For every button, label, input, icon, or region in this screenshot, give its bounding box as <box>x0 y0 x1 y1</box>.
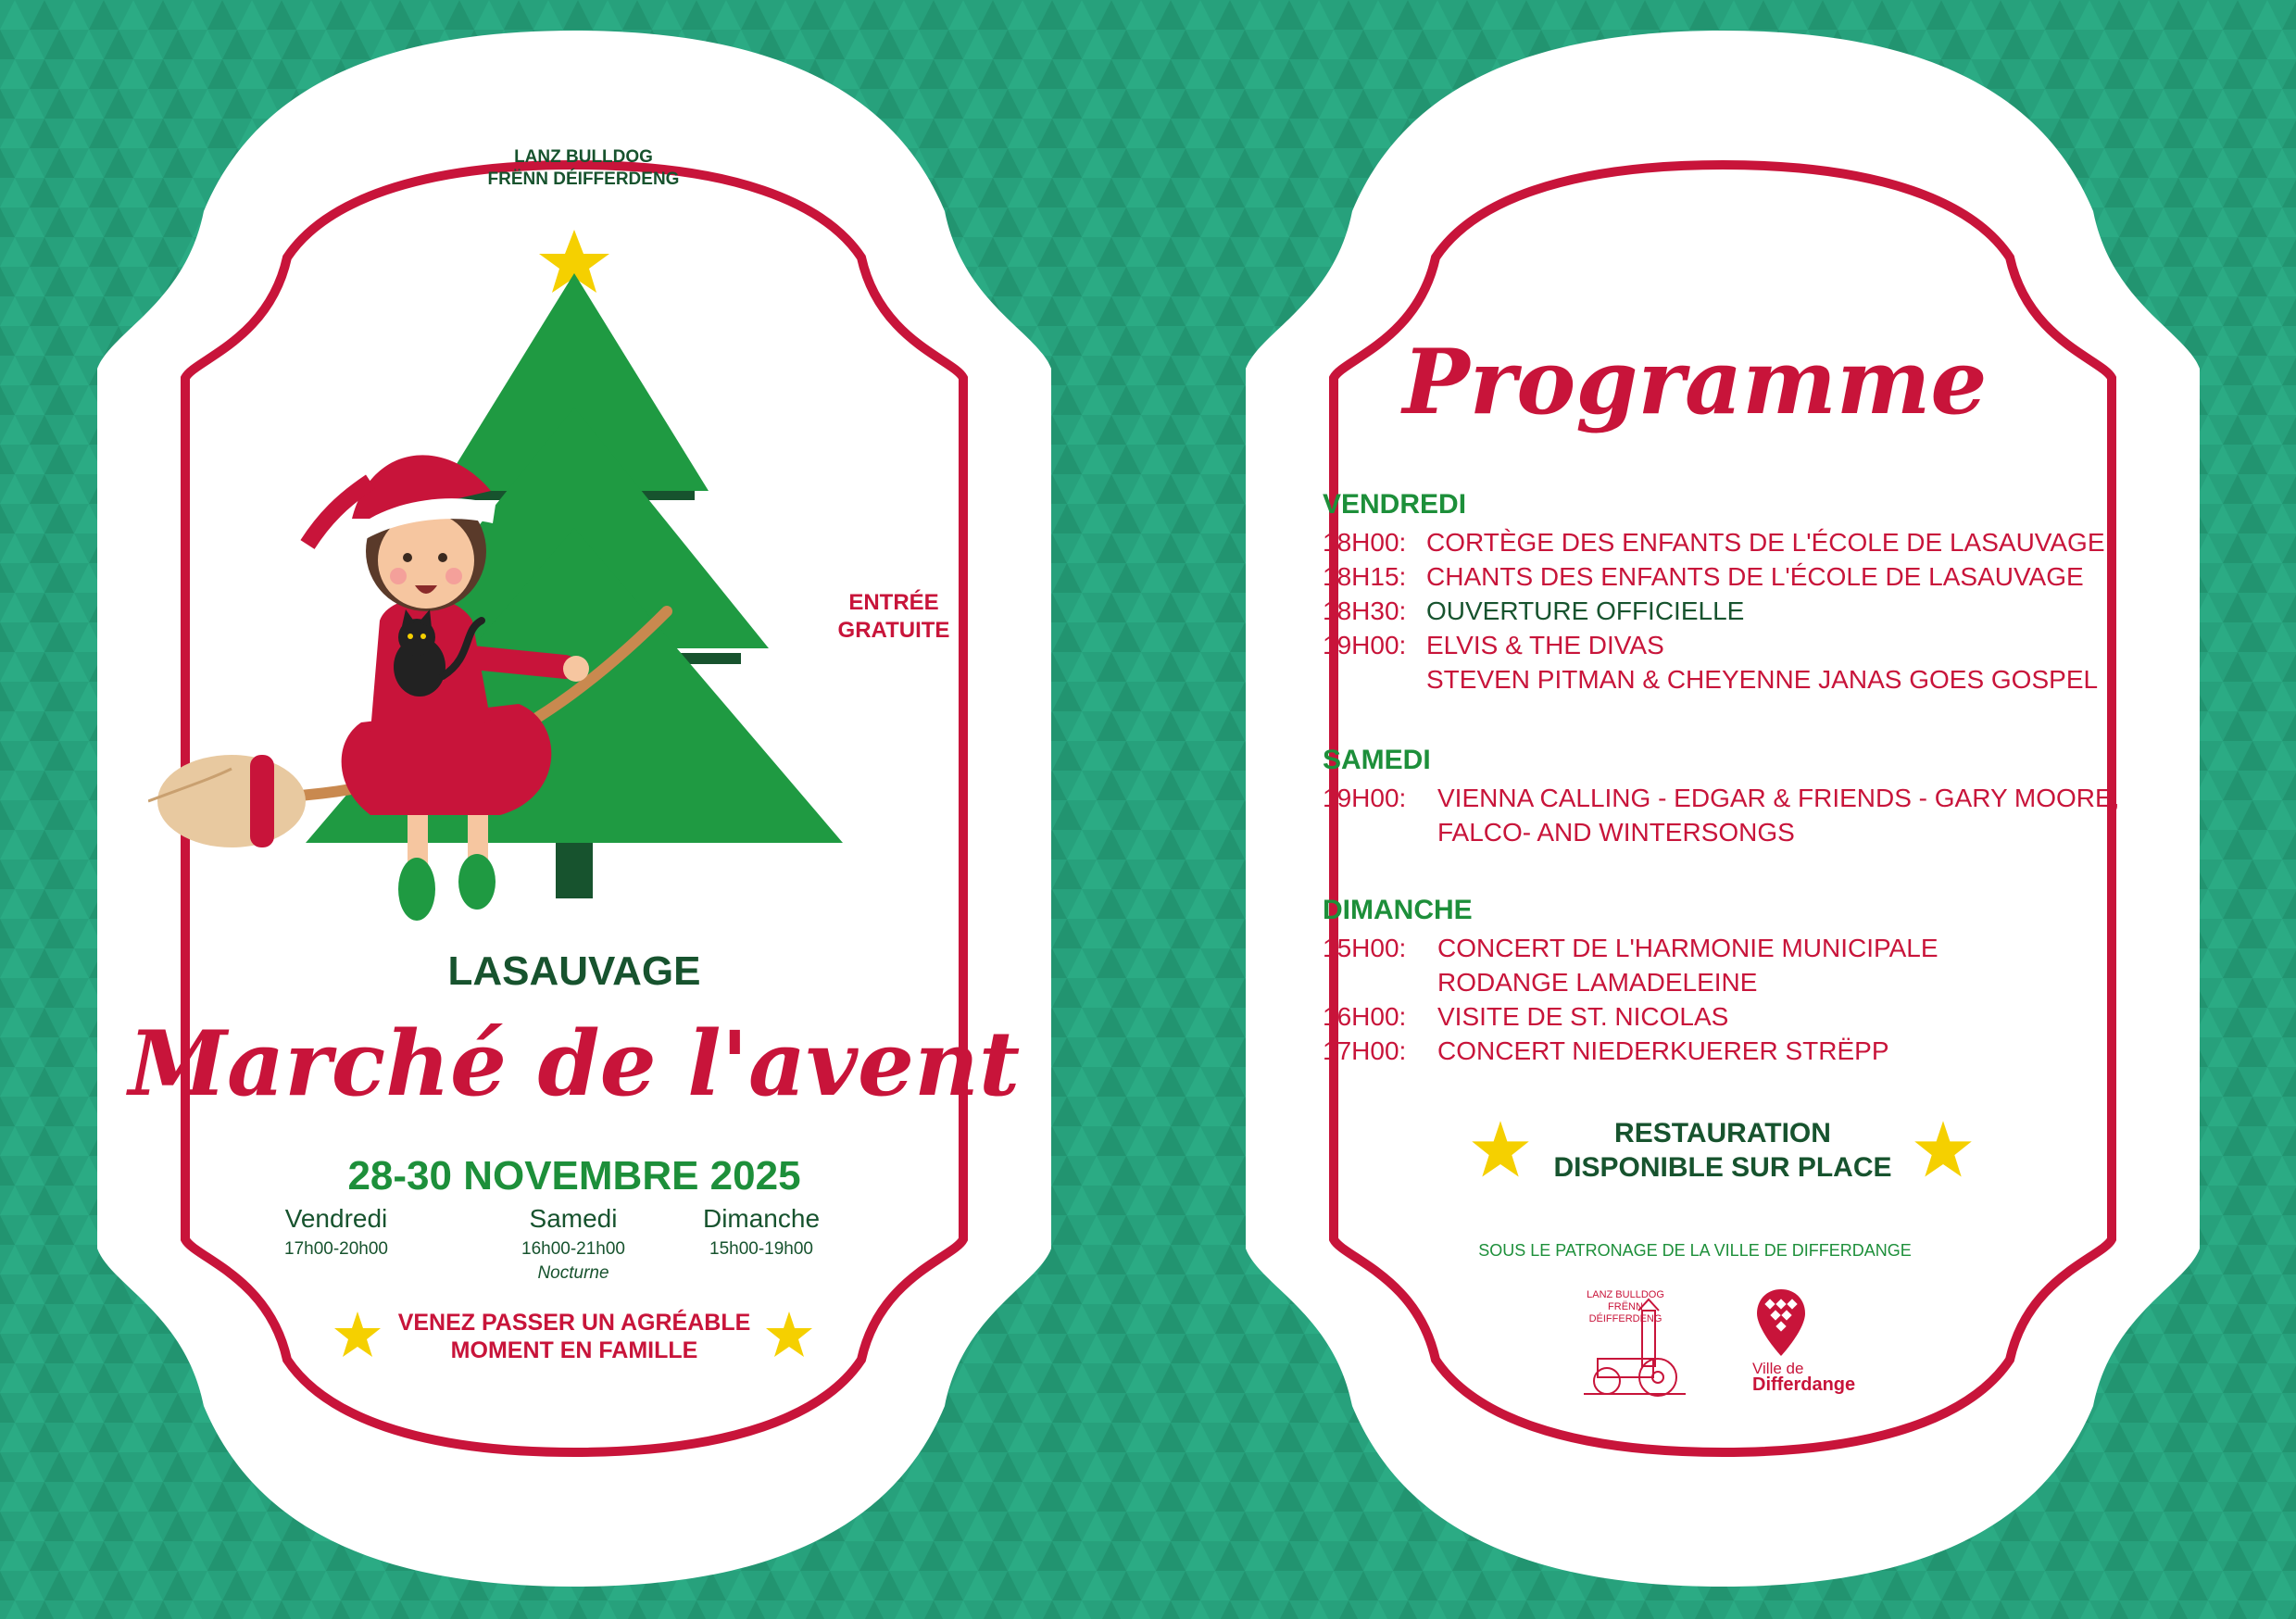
lanz-logo-line2: FRËNN <box>1608 1301 1643 1312</box>
star-icon <box>1913 1121 1973 1178</box>
organizer-name <box>445 146 722 191</box>
program-act: CHANTS DES ENFANTS DE L'ÉCOLE DE LASAUVAGE <box>1426 562 2084 591</box>
event-title: Marché de l'avent <box>128 1011 1021 1116</box>
program-act: STEVEN PITMAN & CHEYENNE JANAS GOES GOSPEL <box>1426 665 2099 694</box>
organizer-line2: FRËNN DÉIFFERDENG <box>487 169 680 189</box>
entree-line2: GRATUITE <box>837 618 950 643</box>
program-act: CONCERT NIEDERKUERER STRËPP <box>1437 1036 1889 1065</box>
program-act: CONCERT DE L'HARMONIE MUNICIPALE <box>1437 934 1938 962</box>
witch-christmas-tree-illustration <box>148 222 871 926</box>
day-sunday-name: Dimanche <box>702 1204 821 1233</box>
program-time: 17H00: <box>1323 1036 1407 1065</box>
patronage-note: SOUS LE PATRONAGE DE LA VILLE DE DIFFERDANGE <box>1478 1241 1912 1260</box>
restauration-line2: DISPONIBLE SUR PLACE <box>1553 1152 1892 1183</box>
section-vendredi: VENDREDI <box>1323 489 1467 520</box>
ville-logo-name: Differdange <box>1752 1374 1856 1395</box>
program-row <box>1323 596 1745 626</box>
program-time: 18H15: <box>1323 562 1407 591</box>
lanz-logo-line1: LANZ BULLDOG <box>1587 1289 1664 1300</box>
program-time: 19H00: <box>1323 784 1407 812</box>
program-row <box>1323 784 2120 813</box>
program-time: 19H00: <box>1323 631 1407 659</box>
organizer-line1: LANZ BULLDOG <box>514 147 653 167</box>
star-icon <box>333 1312 382 1358</box>
ville-de-differdange-pin-icon <box>1753 1287 1809 1358</box>
program-row <box>1323 562 2084 592</box>
lanz-logo-line3: DÉIFFERDENG <box>1588 1313 1662 1324</box>
ville-logo-small-text: Ville de <box>1752 1360 1804 1377</box>
program-time: 18H00: <box>1323 528 1407 557</box>
program-time: 15H00: <box>1323 934 1407 962</box>
place-name: LASAUVAGE <box>447 948 701 994</box>
nocturne-note: Nocturne <box>537 1263 609 1283</box>
restauration-note <box>1500 1116 1945 1185</box>
free-entry-badge <box>815 589 972 645</box>
day-saturday-hours: 16h00-21h00 <box>521 1239 625 1259</box>
slogan-line1: VENEZ PASSER UN AGRÉABLE <box>397 1310 751 1336</box>
programme-title: Programme <box>1402 330 1988 434</box>
day-friday-name: Vendredi <box>284 1204 388 1233</box>
program-act: OUVERTURE OFFICIELLE <box>1426 596 1745 625</box>
day-saturday-name: Samedi <box>529 1204 618 1233</box>
program-act: ELVIS & THE DIVAS <box>1426 631 1664 659</box>
program-act: VISITE DE ST. NICOLAS <box>1437 1002 1729 1031</box>
program-time: 18H30: <box>1323 596 1407 625</box>
entree-line1: ENTRÉE <box>848 590 939 615</box>
program-act: RODANGE LAMADELEINE <box>1437 968 1758 997</box>
section-samedi: SAMEDI <box>1323 745 1431 775</box>
event-dates: 28-30 NOVEMBRE 2025 <box>347 1153 801 1199</box>
program-row <box>1323 1036 1889 1066</box>
slogan <box>389 1309 759 1364</box>
day-sunday-hours: 15h00-19h00 <box>709 1239 813 1259</box>
slogan-line2: MOMENT EN FAMILLE <box>450 1337 698 1363</box>
star-icon <box>765 1312 813 1358</box>
program-row <box>1323 528 2105 558</box>
tractor-logo-icon <box>1579 1292 1690 1399</box>
program-row <box>1323 1002 1729 1032</box>
program-row <box>1323 631 1664 660</box>
program-time: 16H00: <box>1323 1002 1407 1031</box>
program-act: VIENNA CALLING - EDGAR & FRIENDS - GARY MOORE, <box>1437 784 2120 812</box>
program-row <box>1323 934 1938 963</box>
program-act: CORTÈGE DES ENFANTS DE L'ÉCOLE DE LASAUVAGE <box>1426 528 2105 557</box>
day-friday-hours: 17h00-20h00 <box>284 1239 388 1259</box>
section-dimanche: DIMANCHE <box>1323 895 1473 925</box>
restauration-line1: RESTAURATION <box>1614 1118 1831 1148</box>
program-act: FALCO- AND WINTERSONGS <box>1437 818 1795 847</box>
